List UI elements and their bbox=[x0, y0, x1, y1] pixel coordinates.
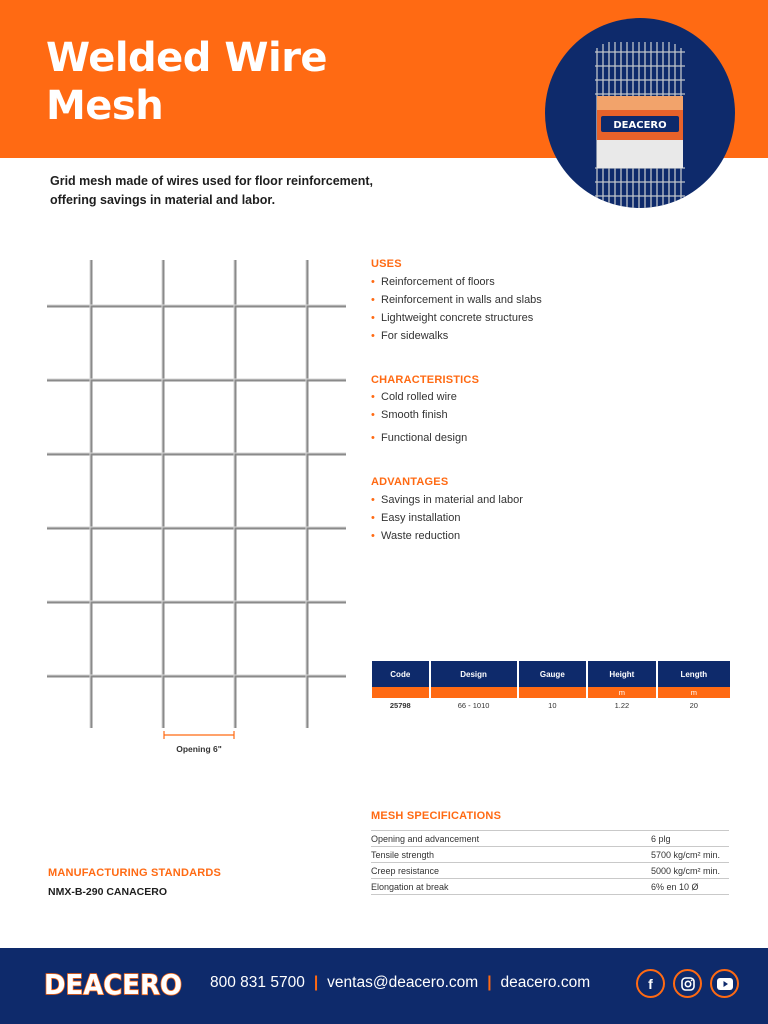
list-item: • Lightweight concrete structures bbox=[371, 309, 542, 327]
list-item: • Functional design bbox=[371, 429, 467, 447]
product-image bbox=[545, 18, 735, 208]
separator: | bbox=[487, 974, 492, 991]
footer bbox=[0, 948, 768, 1024]
footer-logo-text: DEACERO bbox=[44, 968, 182, 1001]
phone-link[interactable]: 800 831 5700 bbox=[210, 974, 305, 991]
characteristics-title: CHARACTERISTICS bbox=[371, 374, 480, 386]
facebook-icon[interactable]: f bbox=[636, 969, 665, 998]
standards-value: NMX-B-290 CANACERO bbox=[48, 886, 168, 898]
title-line-1: Welded Wire bbox=[46, 35, 328, 81]
list-item: • For sidewalks bbox=[371, 327, 542, 345]
table-row bbox=[371, 863, 729, 879]
product-brand-label: DEACERO bbox=[613, 120, 667, 131]
table-cell: 1.22 bbox=[614, 700, 630, 710]
mesh-diagram bbox=[44, 258, 350, 758]
spec-label: Opening and advancement bbox=[371, 831, 651, 847]
list-item: • Reinforcement of floors bbox=[371, 273, 542, 291]
table-cell: 25798 bbox=[389, 700, 411, 710]
youtube-icon[interactable] bbox=[710, 969, 739, 998]
table-header-design: Design bbox=[431, 661, 517, 687]
characteristics-list bbox=[371, 388, 467, 447]
table-unit bbox=[431, 687, 517, 698]
standards-title: MANUFACTURING STANDARDS bbox=[48, 867, 222, 879]
opening-dimension-line bbox=[164, 731, 234, 739]
email-link[interactable]: ventas@deacero.com bbox=[327, 974, 479, 991]
table-unit: m bbox=[658, 687, 730, 698]
spec-label: Tensile strength bbox=[371, 847, 651, 863]
advantages-title: ADVANTAGES bbox=[371, 476, 449, 488]
table-header-gauge: Gauge bbox=[519, 661, 587, 687]
uses-title: USES bbox=[371, 258, 402, 270]
product-table bbox=[370, 661, 732, 712]
spec-value: 5700 kg/cm² min. bbox=[651, 847, 729, 863]
list-item: • Waste reduction bbox=[371, 527, 523, 545]
table-units-row bbox=[372, 687, 730, 698]
separator: | bbox=[313, 974, 319, 991]
deacero-logo bbox=[44, 964, 186, 1004]
table-header-length: Length bbox=[658, 661, 730, 687]
table-unit: m bbox=[588, 687, 656, 698]
table-row bbox=[371, 879, 729, 895]
contact-info bbox=[210, 974, 590, 992]
mesh-specifications-table bbox=[371, 830, 729, 895]
instagram-icon[interactable] bbox=[673, 969, 702, 998]
table-cell: 10 bbox=[548, 700, 557, 710]
table-row bbox=[371, 847, 729, 863]
website-link[interactable]: deacero.com bbox=[500, 974, 591, 991]
list-item: • Savings in material and labor bbox=[371, 491, 523, 509]
table-header-row bbox=[372, 661, 730, 687]
list-item: • Easy installation bbox=[371, 509, 523, 527]
table-header-height: Height bbox=[588, 661, 656, 687]
table-cell: 20 bbox=[689, 700, 698, 710]
table-row bbox=[371, 831, 729, 847]
uses-list bbox=[371, 273, 542, 345]
table-unit bbox=[519, 687, 587, 698]
spec-value: 5000 kg/cm² min. bbox=[651, 863, 729, 879]
intro-text: Grid mesh made of wires used for floor reinforcement, offering savings in material and labor. bbox=[50, 174, 373, 207]
spec-value: 6 plg bbox=[651, 831, 729, 847]
title-line-2: Mesh bbox=[46, 83, 164, 129]
list-item: • Reinforcement in walls and slabs bbox=[371, 291, 542, 309]
opening-label: Opening 6" bbox=[176, 744, 222, 754]
advantages-list bbox=[371, 491, 523, 545]
table-cell: 66 - 1010 bbox=[457, 700, 490, 710]
list-item: • Smooth finish bbox=[371, 406, 467, 424]
table-header-code: Code bbox=[372, 661, 429, 687]
spec-value: 6% en 10 Ø bbox=[651, 879, 729, 895]
list-item: • Cold rolled wire bbox=[371, 388, 467, 406]
spec-label: Creep resistance bbox=[371, 863, 651, 879]
table-unit bbox=[372, 687, 429, 698]
mesh-specifications-title: MESH SPECIFICATIONS bbox=[371, 810, 502, 822]
page-title bbox=[46, 34, 327, 130]
spec-label: Elongation at break bbox=[371, 879, 651, 895]
table-row bbox=[372, 698, 730, 712]
